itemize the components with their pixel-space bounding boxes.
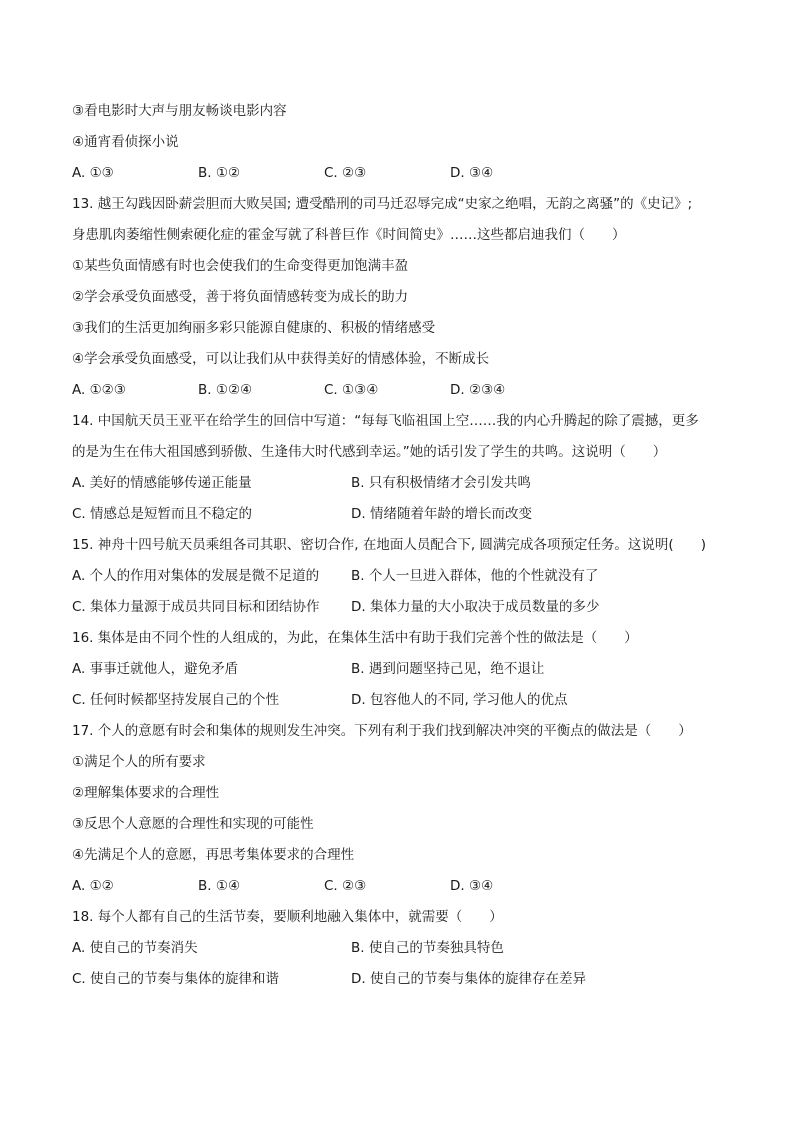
- q13-option-c: C. ①③④: [324, 382, 379, 398]
- q14-option-a: A. 美好的情感能够传递正能量: [72, 475, 252, 491]
- q18-option-c: C. 使自己的节奏与集体的旋律和谐: [72, 971, 280, 987]
- q18-option-b: B. 使自己的节奏独具特色: [351, 940, 504, 956]
- q16-options-row-2: [72, 685, 732, 716]
- q15-option-d: D. 集体力量的大小取决于成员数量的多少: [351, 599, 600, 615]
- q13-statement-1: ①某些负面情感有时也会使我们的生命变得更加饱满丰盈: [72, 258, 409, 274]
- q13-statement-2: ②学会承受负面感受，善于将负面情感转变为成长的助力: [72, 289, 409, 305]
- q17-statement-1: ①满足个人的所有要求: [72, 754, 206, 770]
- q18-stem-line-1: 18. 每个人都有自己的生活节奏，要顺利地融入集体中，就需要（ ）: [72, 909, 503, 925]
- q13-statement-3: ③我们的生活更加绚丽多彩只能源自健康的、积极的情绪感受: [72, 320, 436, 336]
- q17-stem-line-1: 17. 个人的意愿有时会和集体的规则发生冲突。下列有利于我们找到解决冲突的平衡点的做法是（ ）: [72, 723, 692, 739]
- q16-option-b: B. 遇到问题坚持己见，绝不退让: [351, 661, 545, 677]
- q12-statement-4: ④通宵看侦探小说: [72, 134, 179, 150]
- q18-options-row-1: [72, 933, 732, 964]
- q12-option-a: A. ①③: [72, 165, 114, 181]
- q17-statement-3: ③反思个人意愿的合理性和实现的可能性: [72, 816, 314, 832]
- q18-option-d: D. 使自己的节奏与集体的旋律存在差异: [351, 971, 586, 987]
- q18-options-row-2: [72, 964, 732, 995]
- q13-option-d: D. ②③④: [450, 382, 506, 398]
- q16-options-row-1: [72, 654, 732, 685]
- q12-options: [72, 158, 732, 189]
- q13-statement-4: ④学会承受负面感受，可以让我们从中获得美好的情感体验，不断成长: [72, 351, 490, 367]
- q17-options: [72, 871, 732, 902]
- exam-page: [72, 96, 732, 995]
- q12-statement-3: ③看电影时大声与朋友畅谈电影内容: [72, 103, 287, 119]
- q13-option-a: A. ①②③: [72, 382, 126, 398]
- q17-statement-2: ②理解集体要求的合理性: [72, 785, 220, 801]
- q14-options-row-2: [72, 499, 732, 530]
- q15-options-row-1: [72, 561, 732, 592]
- q17-option-b: B. ①④: [198, 878, 241, 894]
- q14-option-b: B. 只有积极情绪才会引发共鸣: [351, 475, 531, 491]
- q18-option-a: A. 使自己的节奏消失: [72, 940, 198, 956]
- q14-option-d: D. 情绪随着年龄的增长而改变: [351, 506, 532, 522]
- q15-stem-line-1: 15. 神舟十四号航天员乘组各司其职、密切合作, 在地面人员配合下, 圆满完成各项预定任务。这说明( ): [72, 537, 706, 553]
- q16-option-c: C. 任何时候都坚持发展自己的个性: [72, 692, 280, 708]
- q17-statement-4: ④先满足个人的意愿，再思考集体要求的合理性: [72, 847, 355, 863]
- q14-stem-line-2: 的是为生在伟大祖国感到骄傲、生逢伟大时代感到幸运。”她的话引发了学生的共鸣。这说明（ ）: [72, 444, 667, 460]
- q12-option-c: C. ②③: [324, 165, 367, 181]
- q16-option-d: D. 包容他人的不同, 学习他人的优点: [351, 692, 568, 708]
- q16-stem-line-1: 16. 集体是由不同个性的人组成的，为此，在集体生活中有助于我们完善个性的做法是（ ）: [72, 630, 638, 646]
- q14-stem-line-1: 14. 中国航天员王亚平在给学生的回信中写道：“每每飞临祖国上空……我的内心升腾起的除了震撼，更多: [72, 413, 699, 429]
- q13-stem-line-2: 身患肌肉萎缩性侧索硬化症的霍金写就了科普巨作《时间简史》……这些都启迪我们（ ）: [72, 227, 626, 243]
- q17-option-a: A. ①②: [72, 878, 114, 894]
- q12-option-d: D. ③④: [450, 165, 494, 181]
- q12-option-b: B. ①②: [198, 165, 241, 181]
- q14-option-c: C. 情感总是短暂而且不稳定的: [72, 506, 253, 522]
- q15-option-c: C. 集体力量源于成员共同目标和团结协作: [72, 599, 320, 615]
- q15-options-row-2: [72, 592, 732, 623]
- q16-option-a: A. 事事迁就他人，避免矛盾: [72, 661, 239, 677]
- q17-option-c: C. ②③: [324, 878, 367, 894]
- q13-options: [72, 375, 732, 406]
- q17-option-d: D. ③④: [450, 878, 494, 894]
- q15-option-a: A. 个人的作用对集体的发展是微不足道的: [72, 568, 320, 584]
- q13-option-b: B. ①②④: [198, 382, 253, 398]
- q15-option-b: B. 个人一旦进入群体，他的个性就没有了: [351, 568, 599, 584]
- q14-options-row-1: [72, 468, 732, 499]
- q13-stem-line-1: 13. 越王勾践因卧薪尝胆而大败吴国; 遭受酷刑的司马迁忍辱完成“史家之绝唱，无韵之离骚”的《史记》;: [72, 196, 693, 212]
